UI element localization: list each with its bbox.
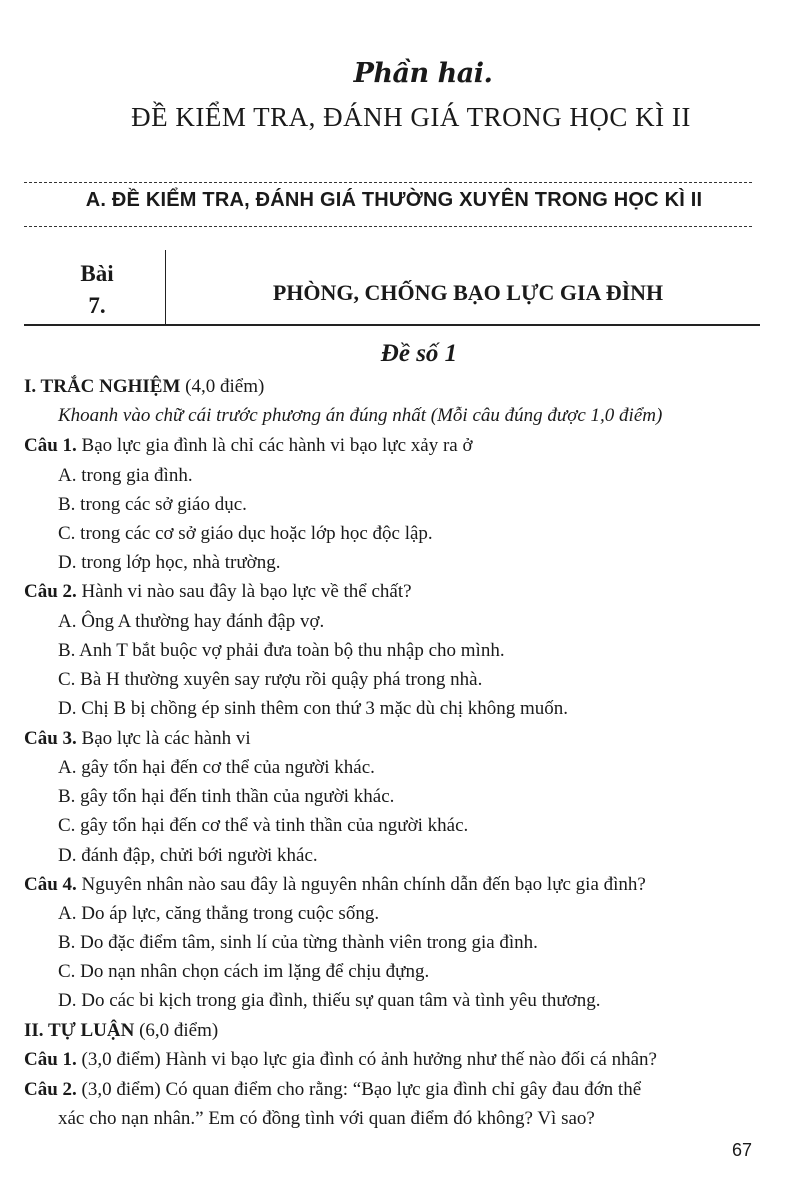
lesson-index: 7. (88, 293, 106, 318)
question-points: (3,0 điểm) (76, 1079, 161, 1100)
question-label: Câu 3. (24, 728, 77, 749)
option: C. Bà H thường xuyên say rượu rồi quậy phá trong nhà. (58, 669, 483, 690)
part2-heading-line (24, 1019, 774, 1043)
option: B. trong các sở giáo dục. (58, 494, 247, 515)
question-4 (24, 873, 774, 897)
part1-points: (4,0 điểm) (180, 376, 265, 397)
essay-question-1 (24, 1048, 774, 1072)
option: D. đánh đập, chửi bới người khác. (58, 845, 318, 866)
question-label: Câu 4. (24, 874, 77, 895)
option: C. gây tổn hại đến cơ thể và tinh thần của người khác. (58, 815, 469, 836)
question-text: Bạo lực là các hành vi (76, 728, 251, 749)
question-text: Hành vi bạo lực gia đình có ảnh hưởng như thế nào đối cá nhân? (160, 1049, 657, 1070)
question-2 (24, 580, 774, 604)
question-text: Có quan điểm cho rằng: “Bạo lực gia đình chỉ gây đau đớn thể (160, 1079, 642, 1100)
question-3 (24, 727, 774, 751)
exam-title: Đề số 1 (380, 340, 458, 367)
question-1 (24, 434, 774, 458)
part-title: Phần hai. (353, 58, 493, 89)
lesson-label: Bài (80, 261, 114, 286)
part1-heading-line (24, 375, 774, 399)
option: B. gây tổn hại đến tinh thần của người khác. (58, 786, 395, 807)
question-text: Bạo lực gia đình là chỉ các hành vi bạo lực xảy ra ở (76, 435, 473, 456)
part2-points: (6,0 điểm) (134, 1020, 219, 1041)
option: D. trong lớp học, nhà trường. (58, 552, 281, 573)
option: C. Do nạn nhân chọn cách im lặng để chịu đựng. (58, 961, 430, 982)
part1-heading: I. TRẮC NGHIỆM (24, 376, 181, 397)
part2-heading: II. TỰ LUẬN (24, 1020, 135, 1041)
lesson-title: PHÒNG, CHỐNG BẠO LỰC GIA ĐÌNH (272, 280, 664, 305)
option: B. Do đặc điểm tâm, sinh lí của từng thành viên trong gia đình. (58, 932, 538, 953)
option: A. Ông A thường hay đánh đập vợ. (58, 611, 325, 632)
question-text: Nguyên nhân nào sau đây là nguyên nhân chính dẫn đến bạo lực gia đình? (76, 874, 646, 895)
lesson-number (44, 258, 150, 322)
question-label: Câu 2. (24, 581, 77, 602)
part1-instruction: Khoanh vào chữ cái trước phương án đúng nhất (Mỗi câu đúng được 1,0 điểm) (58, 405, 663, 426)
section-top-divider (24, 182, 752, 183)
option: C. trong các cơ sở giáo dục hoặc lớp học độc lập. (58, 523, 433, 544)
option: D. Do các bi kịch trong gia đình, thiếu sự quan tâm và tình yêu thương. (58, 990, 601, 1011)
option: D. Chị B bị chồng ép sinh thêm con thứ 3 mặc dù chị không muốn. (58, 698, 569, 719)
option: B. Anh T bắt buộc vợ phải đưa toàn bộ thu nhập cho mình. (58, 640, 505, 661)
question-label: Câu 1. (24, 1049, 77, 1070)
question-text: Hành vi nào sau đây là bạo lực về thể chất? (76, 581, 412, 602)
option: A. trong gia đình. (58, 465, 193, 486)
section-bottom-divider (24, 226, 752, 227)
question-label: Câu 2. (24, 1079, 77, 1100)
option: A. gây tổn hại đến cơ thể của người khác. (58, 757, 375, 778)
section-a-heading: A. ĐỀ KIỂM TRA, ĐÁNH GIÁ THƯỜNG XUYÊN TRONG HỌC KÌ II (85, 189, 703, 211)
essay-question-2 (24, 1078, 774, 1102)
part-subtitle: ĐỀ KIỂM TRA, ĐÁNH GIÁ TRONG HỌC KÌ II (131, 102, 691, 132)
question-label: Câu 1. (24, 435, 77, 456)
option: A. Do áp lực, căng thẳng trong cuộc sống. (58, 903, 380, 924)
essay-question-2-continued: xác cho nạn nhân.” Em có đồng tình với quan điểm đó không? Vì sao? (58, 1108, 595, 1129)
page-number: 67 (731, 1140, 752, 1160)
lesson-divider (165, 250, 166, 324)
question-points: (3,0 điểm) (76, 1049, 161, 1070)
